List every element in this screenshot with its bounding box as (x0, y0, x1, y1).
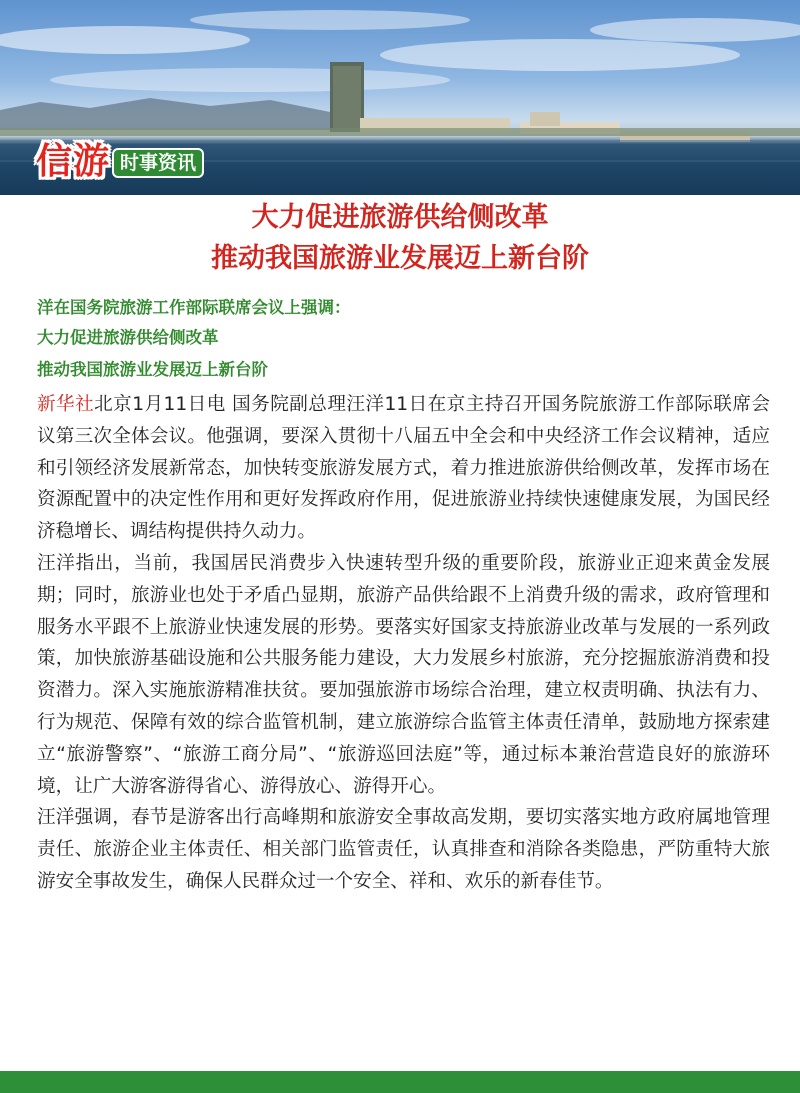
article-paragraph-1 (37, 389, 770, 548)
brand-sub-badge: 时事资讯 (112, 148, 204, 178)
footer-bar (0, 1071, 800, 1093)
subheading-line-3: 推动我国旅游业发展迈上新台阶 (37, 360, 268, 379)
article-source: 新华社 (37, 394, 95, 415)
brand-logo (36, 136, 204, 184)
article-paragraph-3: 汪洋强调，春节是游客出行高峰期和旅游安全事故高发期，要切实落实地方政府属地管理责任、旅游企业主体责任、相关部门监管责任，认真排查和消除各类隐患，严防重特大旅游安全事故发生，确保人民群众过一个安全、祥和、欢乐的新春佳节。 (37, 807, 770, 892)
subheading-line-2: 大力促进旅游供给侧改革 (37, 328, 219, 347)
brand-main-text: 信游 (36, 141, 111, 182)
headline-line-1: 大力促进旅游供给侧改革 (251, 202, 549, 233)
subheading-line-1: 洋在国务院旅游工作部际联席会议上强调： (37, 298, 351, 317)
article-body (37, 389, 770, 898)
headline-line-2: 推动我国旅游业发展迈上新台阶 (211, 243, 589, 274)
article-paragraph-2: 汪洋指出，当前，我国居民消费步入快速转型升级的重要阶段，旅游业正迎来黄金发展期；同时，旅游业也处于矛盾凸显期，旅游产品供给跟不上消费升级的需求，政府管理和服务水平跟不上旅游业快速发展的形势。要落实好国家支持旅游业改革与发展的一系列政策，加快旅游基础设施和公共服务能力建设，大力发展乡村旅游，充分挖掘旅游消费和投资潜力。深入实施旅游精准扶贫。要加强旅游市场综合治理，建立权责明确、执法有力、行为规范、保障有效的综合监管机制，建立旅游综合监管主体责任清单，鼓励地方探索建立“旅游警察”、“旅游工商分局”、“旅游巡回法庭”等，通过标本兼治营造良好的旅游环境，让广大游客游得省心、游得放心、游得开心。 (37, 552, 770, 797)
header-banner (0, 0, 800, 195)
article-paragraph-1-text: 北京1月11日电 国务院副总理汪洋11日在京主持召开国务院旅游工作部际联席会议第三次全体会议。他强调，要深入贯彻十八届五中全会和中央经济工作会议精神，适应和引领经济发展新常态，加快转变旅游发展方式，着力推进旅游供给侧改革，发挥市场在资源配置中的决定性作用和更好发挥政府作用，促进旅游业持续快速健康发展，为国民经济稳增长、调结构提供持久动力。 (37, 394, 770, 543)
